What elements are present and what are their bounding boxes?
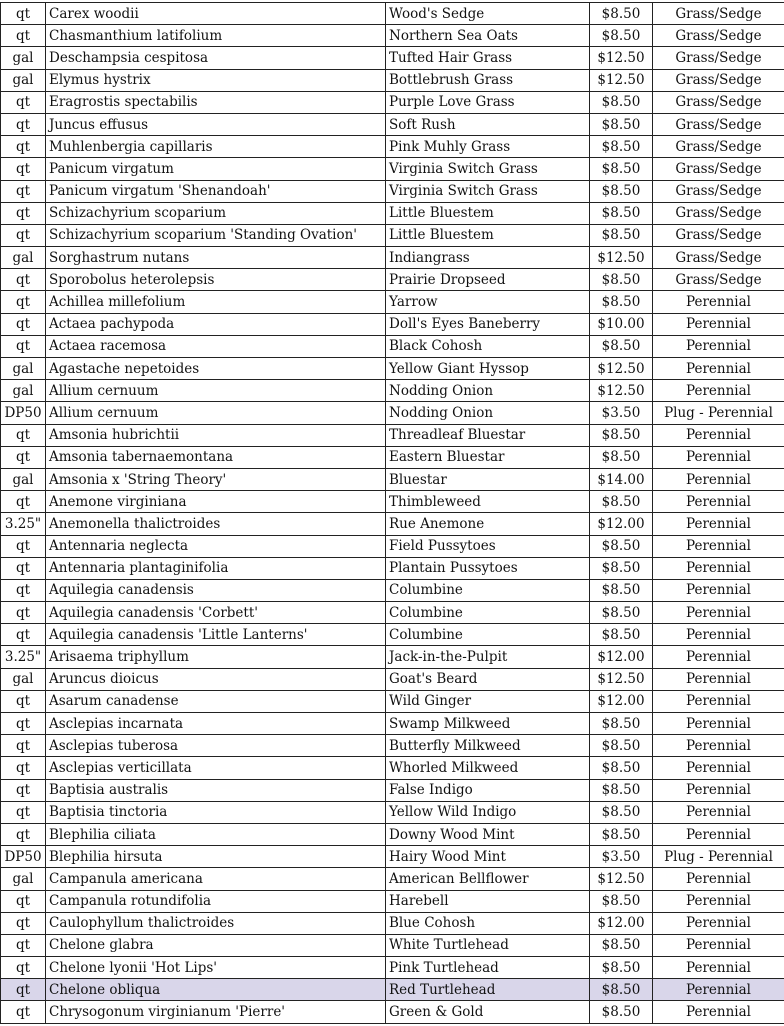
container-size-cell: gal xyxy=(1,358,46,380)
price-cell: $12.50 xyxy=(590,69,653,91)
common-name-cell: Black Cohosh xyxy=(386,335,590,357)
table-row xyxy=(1,713,784,735)
price-cell: $8.50 xyxy=(590,446,653,468)
price-cell: $8.50 xyxy=(590,291,653,313)
container-size-cell: qt xyxy=(1,91,46,113)
plant-type-cell: Perennial xyxy=(653,713,784,735)
price-cell: $12.00 xyxy=(590,912,653,934)
plant-type-cell: Perennial xyxy=(653,468,784,490)
scientific-name-cell: Campanula americana xyxy=(46,868,386,890)
plant-type-cell: Grass/Sedge xyxy=(653,158,784,180)
scientific-name-cell: Allium cernuum xyxy=(46,402,386,424)
price-cell: $12.50 xyxy=(590,247,653,269)
common-name-cell: American Bellflower xyxy=(386,868,590,890)
plant-type-cell: Grass/Sedge xyxy=(653,269,784,291)
plant-type-cell: Perennial xyxy=(653,557,784,579)
price-cell: $8.50 xyxy=(590,491,653,513)
table-row xyxy=(1,335,784,357)
container-size-cell: DP50 xyxy=(1,402,46,424)
price-cell: $12.50 xyxy=(590,668,653,690)
plant-type-cell: Perennial xyxy=(653,491,784,513)
table-row xyxy=(1,446,784,468)
table-row xyxy=(1,380,784,402)
scientific-name-cell: Antennaria plantaginifolia xyxy=(46,557,386,579)
price-cell: $3.50 xyxy=(590,402,653,424)
container-size-cell: gal xyxy=(1,468,46,490)
price-cell: $8.50 xyxy=(590,557,653,579)
scientific-name-cell: Antennaria neglecta xyxy=(46,535,386,557)
table-row xyxy=(1,224,784,246)
plant-type-cell: Perennial xyxy=(653,934,784,956)
plant-type-cell: Perennial xyxy=(653,291,784,313)
plant-type-cell: Grass/Sedge xyxy=(653,247,784,269)
table-row xyxy=(1,535,784,557)
table-row xyxy=(1,757,784,779)
common-name-cell: False Indigo xyxy=(386,779,590,801)
scientific-name-cell: Aquilegia canadensis xyxy=(46,579,386,601)
container-size-cell: qt xyxy=(1,890,46,912)
container-size-cell: qt xyxy=(1,579,46,601)
plant-type-cell: Perennial xyxy=(653,801,784,823)
container-size-cell: gal xyxy=(1,668,46,690)
price-cell: $12.00 xyxy=(590,690,653,712)
container-size-cell: qt xyxy=(1,535,46,557)
table-row xyxy=(1,3,784,25)
table-row xyxy=(1,25,784,47)
table-row xyxy=(1,579,784,601)
plant-type-cell: Perennial xyxy=(653,757,784,779)
container-size-cell: qt xyxy=(1,291,46,313)
common-name-cell: Jack-in-the-Pulpit xyxy=(386,646,590,668)
plant-type-cell: Perennial xyxy=(653,690,784,712)
plant-type-cell: Perennial xyxy=(653,446,784,468)
container-size-cell: 3.25" xyxy=(1,513,46,535)
container-size-cell: qt xyxy=(1,602,46,624)
table-row xyxy=(1,646,784,668)
price-cell: $8.50 xyxy=(590,979,653,1001)
plant-type-cell: Grass/Sedge xyxy=(653,136,784,158)
common-name-cell: Columbine xyxy=(386,602,590,624)
common-name-cell: Yellow Giant Hyssop xyxy=(386,358,590,380)
price-cell: $12.50 xyxy=(590,47,653,69)
scientific-name-cell: Arisaema triphyllum xyxy=(46,646,386,668)
price-cell: $12.00 xyxy=(590,513,653,535)
container-size-cell: gal xyxy=(1,47,46,69)
table-row xyxy=(1,735,784,757)
common-name-cell: Downy Wood Mint xyxy=(386,823,590,845)
container-size-cell: qt xyxy=(1,113,46,135)
common-name-cell: Bottlebrush Grass xyxy=(386,69,590,91)
scientific-name-cell: Blephilia ciliata xyxy=(46,823,386,845)
price-cell: $8.50 xyxy=(590,25,653,47)
common-name-cell: Columbine xyxy=(386,624,590,646)
common-name-cell: Rue Anemone xyxy=(386,513,590,535)
price-cell: $8.50 xyxy=(590,823,653,845)
common-name-cell: Red Turtlehead xyxy=(386,979,590,1001)
plant-type-cell: Perennial xyxy=(653,335,784,357)
price-cell: $8.50 xyxy=(590,779,653,801)
container-size-cell: qt xyxy=(1,1001,46,1023)
table-row xyxy=(1,779,784,801)
scientific-name-cell: Agastache nepetoides xyxy=(46,358,386,380)
scientific-name-cell: Anemonella thalictroides xyxy=(46,513,386,535)
container-size-cell: qt xyxy=(1,136,46,158)
table-row xyxy=(1,668,784,690)
scientific-name-cell: Sporobolus heterolepsis xyxy=(46,269,386,291)
table-row xyxy=(1,424,784,446)
scientific-name-cell: Asarum canadense xyxy=(46,690,386,712)
scientific-name-cell: Blephilia hirsuta xyxy=(46,846,386,868)
common-name-cell: Eastern Bluestar xyxy=(386,446,590,468)
table-row-selected xyxy=(1,979,784,1001)
common-name-cell: Wild Ginger xyxy=(386,690,590,712)
table-row xyxy=(1,91,784,113)
plant-type-cell: Grass/Sedge xyxy=(653,91,784,113)
common-name-cell: Green & Gold xyxy=(386,1001,590,1023)
table-row xyxy=(1,890,784,912)
common-name-cell: Virginia Switch Grass xyxy=(386,158,590,180)
scientific-name-cell: Amsonia hubrichtii xyxy=(46,424,386,446)
common-name-cell: Little Bluestem xyxy=(386,202,590,224)
common-name-cell: Tufted Hair Grass xyxy=(386,47,590,69)
table-row xyxy=(1,358,784,380)
common-name-cell: Northern Sea Oats xyxy=(386,25,590,47)
plant-type-cell: Grass/Sedge xyxy=(653,113,784,135)
container-size-cell: qt xyxy=(1,624,46,646)
container-size-cell: qt xyxy=(1,912,46,934)
scientific-name-cell: Achillea millefolium xyxy=(46,291,386,313)
container-size-cell: DP50 xyxy=(1,846,46,868)
common-name-cell: Doll's Eyes Baneberry xyxy=(386,313,590,335)
table-row xyxy=(1,47,784,69)
price-cell: $8.50 xyxy=(590,934,653,956)
price-cell: $8.50 xyxy=(590,202,653,224)
price-cell: $8.50 xyxy=(590,224,653,246)
container-size-cell: qt xyxy=(1,934,46,956)
container-size-cell: 3.25" xyxy=(1,646,46,668)
price-cell: $8.50 xyxy=(590,113,653,135)
price-cell: $8.50 xyxy=(590,335,653,357)
common-name-cell: Harebell xyxy=(386,890,590,912)
common-name-cell: Pink Muhly Grass xyxy=(386,136,590,158)
plant-type-cell: Perennial xyxy=(653,535,784,557)
plant-type-cell: Perennial xyxy=(653,823,784,845)
common-name-cell: Prairie Dropseed xyxy=(386,269,590,291)
plant-type-cell: Perennial xyxy=(653,912,784,934)
plant-type-cell: Perennial xyxy=(653,513,784,535)
scientific-name-cell: Juncus effusus xyxy=(46,113,386,135)
table-row xyxy=(1,291,784,313)
price-cell: $8.50 xyxy=(590,602,653,624)
plant-type-cell: Grass/Sedge xyxy=(653,180,784,202)
scientific-name-cell: Sorghastrum nutans xyxy=(46,247,386,269)
plant-type-cell: Perennial xyxy=(653,646,784,668)
price-cell: $8.50 xyxy=(590,957,653,979)
scientific-name-cell: Eragrostis spectabilis xyxy=(46,91,386,113)
container-size-cell: qt xyxy=(1,713,46,735)
plant-type-cell: Plug - Perennial xyxy=(653,846,784,868)
scientific-name-cell: Aquilegia canadensis 'Corbett' xyxy=(46,602,386,624)
container-size-cell: qt xyxy=(1,3,46,25)
scientific-name-cell: Panicum virgatum xyxy=(46,158,386,180)
container-size-cell: qt xyxy=(1,446,46,468)
scientific-name-cell: Chelone glabra xyxy=(46,934,386,956)
container-size-cell: qt xyxy=(1,823,46,845)
table-row xyxy=(1,402,784,424)
container-size-cell: gal xyxy=(1,868,46,890)
plant-type-cell: Perennial xyxy=(653,358,784,380)
common-name-cell: Field Pussytoes xyxy=(386,535,590,557)
container-size-cell: gal xyxy=(1,247,46,269)
scientific-name-cell: Asclepias verticillata xyxy=(46,757,386,779)
table-row xyxy=(1,113,784,135)
container-size-cell: qt xyxy=(1,979,46,1001)
container-size-cell: qt xyxy=(1,202,46,224)
price-cell: $3.50 xyxy=(590,846,653,868)
common-name-cell: Indiangrass xyxy=(386,247,590,269)
plant-type-cell: Perennial xyxy=(653,624,784,646)
plant-type-cell: Grass/Sedge xyxy=(653,224,784,246)
scientific-name-cell: Asclepias tuberosa xyxy=(46,735,386,757)
table-row xyxy=(1,624,784,646)
table-row xyxy=(1,136,784,158)
plant-type-cell: Perennial xyxy=(653,602,784,624)
scientific-name-cell: Asclepias incarnata xyxy=(46,713,386,735)
price-cell: $8.50 xyxy=(590,624,653,646)
price-cell: $12.50 xyxy=(590,380,653,402)
table-row xyxy=(1,491,784,513)
scientific-name-cell: Muhlenbergia capillaris xyxy=(46,136,386,158)
common-name-cell: Wood's Sedge xyxy=(386,3,590,25)
scientific-name-cell: Schizachyrium scoparium 'Standing Ovation' xyxy=(46,224,386,246)
scientific-name-cell: Anemone virginiana xyxy=(46,491,386,513)
plant-type-cell: Grass/Sedge xyxy=(653,25,784,47)
common-name-cell: Nodding Onion xyxy=(386,380,590,402)
plant-type-cell: Perennial xyxy=(653,868,784,890)
plant-type-cell: Perennial xyxy=(653,779,784,801)
plant-price-table xyxy=(0,2,784,1024)
scientific-name-cell: Actaea pachypoda xyxy=(46,313,386,335)
table-row xyxy=(1,912,784,934)
container-size-cell: qt xyxy=(1,491,46,513)
plant-type-cell: Perennial xyxy=(653,735,784,757)
price-cell: $8.50 xyxy=(590,1001,653,1023)
plant-type-cell: Perennial xyxy=(653,1001,784,1023)
price-cell: $12.00 xyxy=(590,646,653,668)
scientific-name-cell: Chelone lyonii 'Hot Lips' xyxy=(46,957,386,979)
price-cell: $8.50 xyxy=(590,91,653,113)
plant-type-cell: Grass/Sedge xyxy=(653,69,784,91)
price-cell: $8.50 xyxy=(590,535,653,557)
common-name-cell: Columbine xyxy=(386,579,590,601)
scientific-name-cell: Deschampsia cespitosa xyxy=(46,47,386,69)
plant-type-cell: Perennial xyxy=(653,313,784,335)
scientific-name-cell: Panicum virgatum 'Shenandoah' xyxy=(46,180,386,202)
table-row xyxy=(1,180,784,202)
common-name-cell: Yellow Wild Indigo xyxy=(386,801,590,823)
price-cell: $8.50 xyxy=(590,180,653,202)
table-row xyxy=(1,247,784,269)
container-size-cell: gal xyxy=(1,380,46,402)
table-row xyxy=(1,202,784,224)
container-size-cell: qt xyxy=(1,158,46,180)
scientific-name-cell: Chelone obliqua xyxy=(46,979,386,1001)
table-row xyxy=(1,158,784,180)
table-row xyxy=(1,846,784,868)
price-cell: $8.50 xyxy=(590,424,653,446)
table-row xyxy=(1,557,784,579)
price-cell: $14.00 xyxy=(590,468,653,490)
common-name-cell: Virginia Switch Grass xyxy=(386,180,590,202)
table-row xyxy=(1,313,784,335)
table-row xyxy=(1,957,784,979)
table-row xyxy=(1,468,784,490)
container-size-cell: qt xyxy=(1,25,46,47)
scientific-name-cell: Chrysogonum virginianum 'Pierre' xyxy=(46,1001,386,1023)
scientific-name-cell: Elymus hystrix xyxy=(46,69,386,91)
container-size-cell: qt xyxy=(1,313,46,335)
plant-type-cell: Perennial xyxy=(653,380,784,402)
plant-type-cell: Perennial xyxy=(653,424,784,446)
scientific-name-cell: Amsonia tabernaemontana xyxy=(46,446,386,468)
container-size-cell: gal xyxy=(1,69,46,91)
common-name-cell: Swamp Milkweed xyxy=(386,713,590,735)
container-size-cell: qt xyxy=(1,224,46,246)
common-name-cell: Purple Love Grass xyxy=(386,91,590,113)
price-cell: $8.50 xyxy=(590,890,653,912)
plant-type-cell: Grass/Sedge xyxy=(653,3,784,25)
price-cell: $12.50 xyxy=(590,358,653,380)
plant-type-cell: Grass/Sedge xyxy=(653,47,784,69)
common-name-cell: Threadleaf Bluestar xyxy=(386,424,590,446)
common-name-cell: Thimbleweed xyxy=(386,491,590,513)
price-cell: $8.50 xyxy=(590,269,653,291)
table-row xyxy=(1,690,784,712)
container-size-cell: qt xyxy=(1,690,46,712)
price-cell: $8.50 xyxy=(590,757,653,779)
table-row xyxy=(1,868,784,890)
price-cell: $8.50 xyxy=(590,3,653,25)
container-size-cell: qt xyxy=(1,757,46,779)
scientific-name-cell: Amsonia x 'String Theory' xyxy=(46,468,386,490)
common-name-cell: Nodding Onion xyxy=(386,402,590,424)
common-name-cell: Butterfly Milkweed xyxy=(386,735,590,757)
scientific-name-cell: Schizachyrium scoparium xyxy=(46,202,386,224)
common-name-cell: Blue Cohosh xyxy=(386,912,590,934)
common-name-cell: Little Bluestem xyxy=(386,224,590,246)
plant-type-cell: Perennial xyxy=(653,979,784,1001)
table-row xyxy=(1,602,784,624)
scientific-name-cell: Allium cernuum xyxy=(46,380,386,402)
plant-type-cell: Grass/Sedge xyxy=(653,202,784,224)
table-body xyxy=(1,3,784,1024)
plant-type-cell: Plug - Perennial xyxy=(653,402,784,424)
common-name-cell: Soft Rush xyxy=(386,113,590,135)
scientific-name-cell: Aruncus dioicus xyxy=(46,668,386,690)
price-cell: $12.50 xyxy=(590,868,653,890)
price-cell: $8.50 xyxy=(590,713,653,735)
table-row xyxy=(1,801,784,823)
price-cell: $8.50 xyxy=(590,136,653,158)
table-row xyxy=(1,269,784,291)
common-name-cell: White Turtlehead xyxy=(386,934,590,956)
scientific-name-cell: Carex woodii xyxy=(46,3,386,25)
plant-type-cell: Perennial xyxy=(653,890,784,912)
scientific-name-cell: Baptisia tinctoria xyxy=(46,801,386,823)
price-cell: $8.50 xyxy=(590,735,653,757)
price-cell: $8.50 xyxy=(590,158,653,180)
table-row xyxy=(1,513,784,535)
container-size-cell: qt xyxy=(1,557,46,579)
price-cell: $8.50 xyxy=(590,579,653,601)
common-name-cell: Yarrow xyxy=(386,291,590,313)
container-size-cell: qt xyxy=(1,269,46,291)
container-size-cell: qt xyxy=(1,735,46,757)
common-name-cell: Goat's Beard xyxy=(386,668,590,690)
plant-type-cell: Perennial xyxy=(653,957,784,979)
table-row xyxy=(1,1001,784,1023)
container-size-cell: qt xyxy=(1,957,46,979)
scientific-name-cell: Aquilegia canadensis 'Little Lanterns' xyxy=(46,624,386,646)
container-size-cell: qt xyxy=(1,801,46,823)
scientific-name-cell: Actaea racemosa xyxy=(46,335,386,357)
plant-type-cell: Perennial xyxy=(653,579,784,601)
container-size-cell: qt xyxy=(1,335,46,357)
scientific-name-cell: Baptisia australis xyxy=(46,779,386,801)
common-name-cell: Plantain Pussytoes xyxy=(386,557,590,579)
price-cell: $8.50 xyxy=(590,801,653,823)
common-name-cell: Hairy Wood Mint xyxy=(386,846,590,868)
price-cell: $10.00 xyxy=(590,313,653,335)
scientific-name-cell: Caulophyllum thalictroides xyxy=(46,912,386,934)
table-row xyxy=(1,934,784,956)
table-row xyxy=(1,69,784,91)
common-name-cell: Whorled Milkweed xyxy=(386,757,590,779)
table-row xyxy=(1,823,784,845)
plant-type-cell: Perennial xyxy=(653,668,784,690)
common-name-cell: Pink Turtlehead xyxy=(386,957,590,979)
scientific-name-cell: Campanula rotundifolia xyxy=(46,890,386,912)
scientific-name-cell: Chasmanthium latifolium xyxy=(46,25,386,47)
container-size-cell: qt xyxy=(1,424,46,446)
container-size-cell: qt xyxy=(1,779,46,801)
container-size-cell: qt xyxy=(1,180,46,202)
common-name-cell: Bluestar xyxy=(386,468,590,490)
